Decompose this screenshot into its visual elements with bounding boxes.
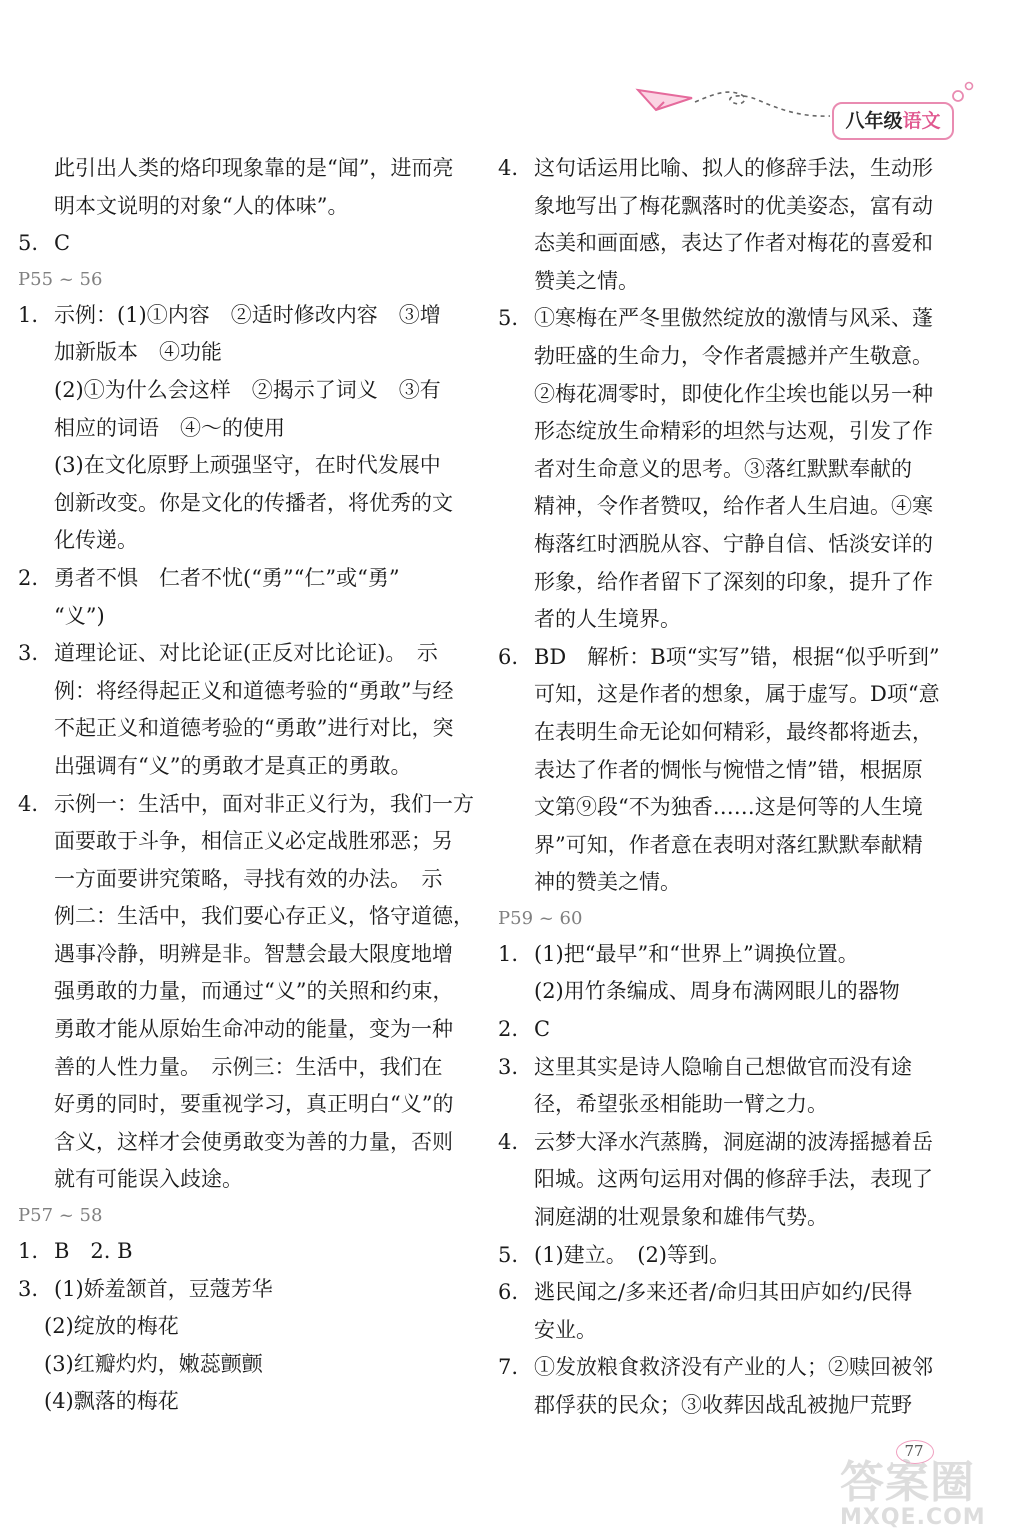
line-text: 这里其实是诗人隐喻自己想做官而没有途: [534, 1054, 912, 1079]
line-text: 洞庭湖的壮观景象和雄伟气势。: [534, 1205, 828, 1230]
line-text: P59 ~ 60: [498, 907, 583, 929]
answer-line: [498, 1349, 968, 1387]
answer-line: [498, 639, 968, 677]
answer-line: [498, 1312, 968, 1350]
answer-line: [498, 1274, 968, 1312]
answer-line: [18, 635, 478, 673]
watermark-url: MXQE.COM: [840, 1505, 986, 1530]
line-text: 好勇的同时，要重视学习，真正明白“义”的: [54, 1092, 454, 1117]
watermark: [840, 1457, 1020, 1530]
line-text: ①寒梅在严冬里傲然绽放的激情与风采、蓬: [534, 306, 933, 331]
line-text: 阳城。这两句运用对偶的修辞手法，表现了: [534, 1167, 933, 1192]
line-text: 径，希望张丞相能助一臂之力。: [534, 1092, 828, 1117]
question-number: 7.: [498, 1355, 519, 1380]
line-text: ②梅花凋零时，即使化作尘埃也能以另一种: [534, 381, 933, 406]
line-text: 强勇敢的力量，而通过“义”的关照和约束，: [54, 979, 454, 1004]
line-text: 例：将经得起正义和道德考验的“勇敢”与经: [54, 678, 454, 703]
line-text: 郡俘获的民众；③收葬因战乱被抛尸荒野: [534, 1393, 912, 1417]
section-heading: [18, 263, 478, 297]
line-text: B 2. B: [54, 1239, 133, 1264]
answer-line: [18, 522, 478, 560]
answer-line: [498, 936, 968, 974]
question-number: 1.: [18, 1239, 39, 1264]
answer-line: [498, 827, 968, 865]
page-header: [600, 72, 990, 142]
line-text: 安业。: [534, 1317, 597, 1342]
line-text: 梅落红时洒脱从容、宁静自信、恬淡安详的: [534, 531, 933, 556]
answer-line: [18, 973, 478, 1011]
line-text: 不起正义和道德考验的“勇敢”进行对比，突: [54, 716, 454, 741]
answer-line: [498, 413, 968, 451]
line-text: (4)飘落的梅花: [44, 1389, 179, 1414]
line-text: 此引出人类的烙印现象靠的是“闻”，进而亮: [54, 156, 454, 180]
line-text: 化传递。: [54, 528, 138, 553]
answer-line: [18, 410, 478, 448]
question-number: 1.: [498, 941, 519, 966]
answer-line: [498, 1086, 968, 1124]
answer-line: [18, 898, 478, 936]
answer-line: [498, 1049, 968, 1087]
answer-line: [498, 752, 968, 790]
answer-line: [18, 225, 478, 263]
answer-line: [18, 1161, 478, 1199]
line-text: (1)把“最早”和“世界上”调换位置。: [534, 941, 859, 966]
question-number: 5.: [498, 1242, 519, 1267]
question-number: 2.: [498, 1017, 519, 1042]
answer-line: [498, 601, 968, 639]
line-text: “义”): [54, 603, 105, 628]
question-number: 3.: [18, 1276, 39, 1301]
question-number: 4.: [498, 156, 519, 180]
answer-line: [498, 150, 968, 188]
answer-line: [498, 338, 968, 376]
line-text: 一方面要讲究策略，寻找有效的办法。 示: [54, 866, 443, 891]
watermark-text: 答案圈: [840, 1457, 975, 1508]
answer-line: [498, 376, 968, 414]
line-text: 相应的词语 ④～的使用: [54, 415, 285, 440]
answer-line: [18, 786, 478, 824]
section-heading: [498, 902, 968, 936]
answer-line: [18, 560, 478, 598]
question-number: 4.: [18, 791, 39, 816]
line-text: 界”可知，作者意在表明对落红默默奉献精: [534, 832, 923, 857]
line-text: 云梦大泽水汽蒸腾，洞庭湖的波涛摇撼着岳: [534, 1129, 933, 1154]
section-heading: [18, 1199, 478, 1233]
line-text: (1)娇羞颔首，豆蔻芳华: [54, 1276, 273, 1301]
subject-label: 语文: [902, 110, 941, 132]
answer-line: [18, 936, 478, 974]
answer-line: [18, 372, 478, 410]
line-text: C: [54, 231, 71, 256]
line-text: 道理论证、对比论证(正反对比论证)。 示: [54, 641, 438, 666]
question-number: 2.: [18, 565, 39, 590]
line-text: 者对生命意义的思考。③落红默默奉献的: [534, 456, 912, 481]
answer-line: [498, 789, 968, 827]
answer-line: [498, 451, 968, 489]
line-text: 象地写出了梅花飘落时的优美姿态，富有动: [534, 193, 933, 218]
question-number: 4.: [498, 1129, 519, 1154]
answer-line: [18, 485, 478, 523]
answer-line: [18, 1383, 478, 1421]
question-number: 6.: [498, 1280, 519, 1305]
page-number-text: 77: [904, 1442, 924, 1460]
answer-line: [498, 225, 968, 263]
line-text: (1)建立。 (2)等到。: [534, 1242, 730, 1267]
answer-line: [18, 447, 478, 485]
line-text: 这句话运用比喻、拟人的修辞手法，生动形: [534, 156, 933, 180]
line-text: 在表明生命无论如何精彩，最终都将逝去，: [534, 719, 933, 744]
answer-line: [18, 861, 478, 899]
line-text: 形态绽放生命精彩的坦然与达观，引发了作: [534, 419, 933, 444]
line-text: 明本文说明的对象“人的体味”。: [54, 193, 349, 218]
answer-line: [18, 1271, 478, 1309]
line-text: 遇事冷静，明辨是非。智慧会最大限度地增: [54, 941, 453, 966]
answer-line: [498, 676, 968, 714]
line-text: 文第⑨段“不为独香……这是何等的人生境: [534, 795, 923, 820]
line-text: ①发放粮食救济没有产业的人；②赎回被邻: [534, 1355, 933, 1380]
grade-label: 八年级: [845, 110, 903, 132]
answer-line: [498, 973, 968, 1011]
line-text: (2)绽放的梅花: [44, 1314, 179, 1339]
answer-line: [498, 714, 968, 752]
line-text: 勃旺盛的生命力，令作者震撼并产生敬意。: [534, 343, 933, 368]
grade-subject-badge: [832, 102, 954, 140]
line-text: (2)用竹条编成、周身布满网眼儿的器物: [534, 979, 900, 1004]
answer-line: [498, 1199, 968, 1237]
answer-line: [18, 1346, 478, 1384]
line-text: 可知，这是作者的想象，属于虚写。D项“意: [534, 682, 940, 707]
line-text: 就有可能误入歧途。: [54, 1167, 243, 1192]
line-text: 赞美之情。: [534, 268, 639, 293]
answer-line: [18, 710, 478, 748]
answer-line: [498, 300, 968, 338]
line-text: 精神，令作者赞叹，给作者人生启迪。④寒: [534, 494, 933, 519]
question-number: 6.: [498, 644, 519, 669]
line-text: (3)红瓣灼灼，嫩蕊颤颤: [44, 1351, 263, 1376]
line-text: 加新版本 ④功能: [54, 340, 222, 365]
answer-line: [18, 673, 478, 711]
answer-line: [498, 1237, 968, 1275]
line-text: (2)①为什么会这样 ②揭示了词义 ③有: [54, 377, 441, 402]
line-text: 形象，给作者留下了深刻的印象，提升了作: [534, 569, 933, 594]
line-text: 逃民闻之/多来还者/命归其田庐如约/民得: [534, 1280, 913, 1305]
line-text: 例二：生活中，我们要心存正义，恪守道德，: [54, 904, 474, 929]
line-text: 善的人性力量。 示例三：生活中，我们在: [54, 1054, 443, 1079]
answer-line: [18, 1233, 478, 1271]
line-text: P57 ~ 58: [18, 1205, 103, 1227]
answer-line: [18, 1011, 478, 1049]
answer-line: [18, 1308, 478, 1346]
line-text: 态美和画面感，表达了作者对梅花的喜爱和: [534, 231, 933, 256]
answer-line: [498, 1124, 968, 1162]
question-number: 5.: [498, 306, 519, 331]
answer-line: [18, 334, 478, 372]
answer-line: [18, 297, 478, 335]
answer-line: [498, 526, 968, 564]
line-text: C: [534, 1017, 551, 1042]
answer-line: [498, 1011, 968, 1049]
answer-line: [18, 1086, 478, 1124]
answer-line: [18, 1124, 478, 1162]
right-column: [498, 150, 968, 1425]
answer-line: [498, 488, 968, 526]
question-number: 3.: [18, 641, 39, 666]
line-text: (3)在文化原野上顽强坚守，在时代发展中: [54, 453, 441, 478]
question-number: 1.: [18, 302, 39, 327]
line-text: 含义，这样才会使勇敢变为善的力量，否则: [54, 1129, 453, 1154]
line-text: 表达了作者的惆怅与惋惜之情”错，根据原: [534, 757, 923, 782]
line-text: 示例一：生活中，面对非正义行为，我们一方: [54, 791, 474, 816]
question-number: 5.: [18, 231, 39, 256]
answer-line: [18, 150, 478, 188]
line-text: 勇者不惧 仁者不忧(“勇”“仁”或“勇”: [54, 565, 400, 590]
paper-plane-icon: [638, 90, 692, 110]
line-text: P55 ~ 56: [18, 268, 103, 290]
line-text: 示例：(1)①内容 ②适时修改内容 ③增: [54, 302, 441, 327]
answer-line: [18, 598, 478, 636]
left-column: [18, 150, 478, 1421]
question-number: 3.: [498, 1054, 519, 1079]
line-text: 面要敢于斗争，相信正义必定战胜邪恶；另: [54, 829, 453, 854]
answer-line: [498, 1161, 968, 1199]
answer-line: [18, 1049, 478, 1087]
line-text: 者的人生境界。: [534, 607, 681, 632]
line-text: 勇敢才能从原始生命冲动的能量，变为一种: [54, 1017, 453, 1042]
answer-line: [498, 188, 968, 226]
answer-line: [498, 864, 968, 902]
answer-line: [498, 1387, 968, 1425]
answer-line: [18, 748, 478, 786]
line-text: 出强调有“义”的勇敢才是真正的勇敢。: [54, 753, 412, 778]
line-text: BD 解析：B项“实写”错，根据“似乎听到”: [534, 644, 940, 669]
line-text: 神的赞美之情。: [534, 870, 681, 895]
answer-line: [18, 188, 478, 226]
line-text: 创新改变。你是文化的传播者，将优秀的文: [54, 490, 453, 515]
answer-line: [18, 823, 478, 861]
answer-line: [498, 263, 968, 301]
answer-line: [498, 564, 968, 602]
